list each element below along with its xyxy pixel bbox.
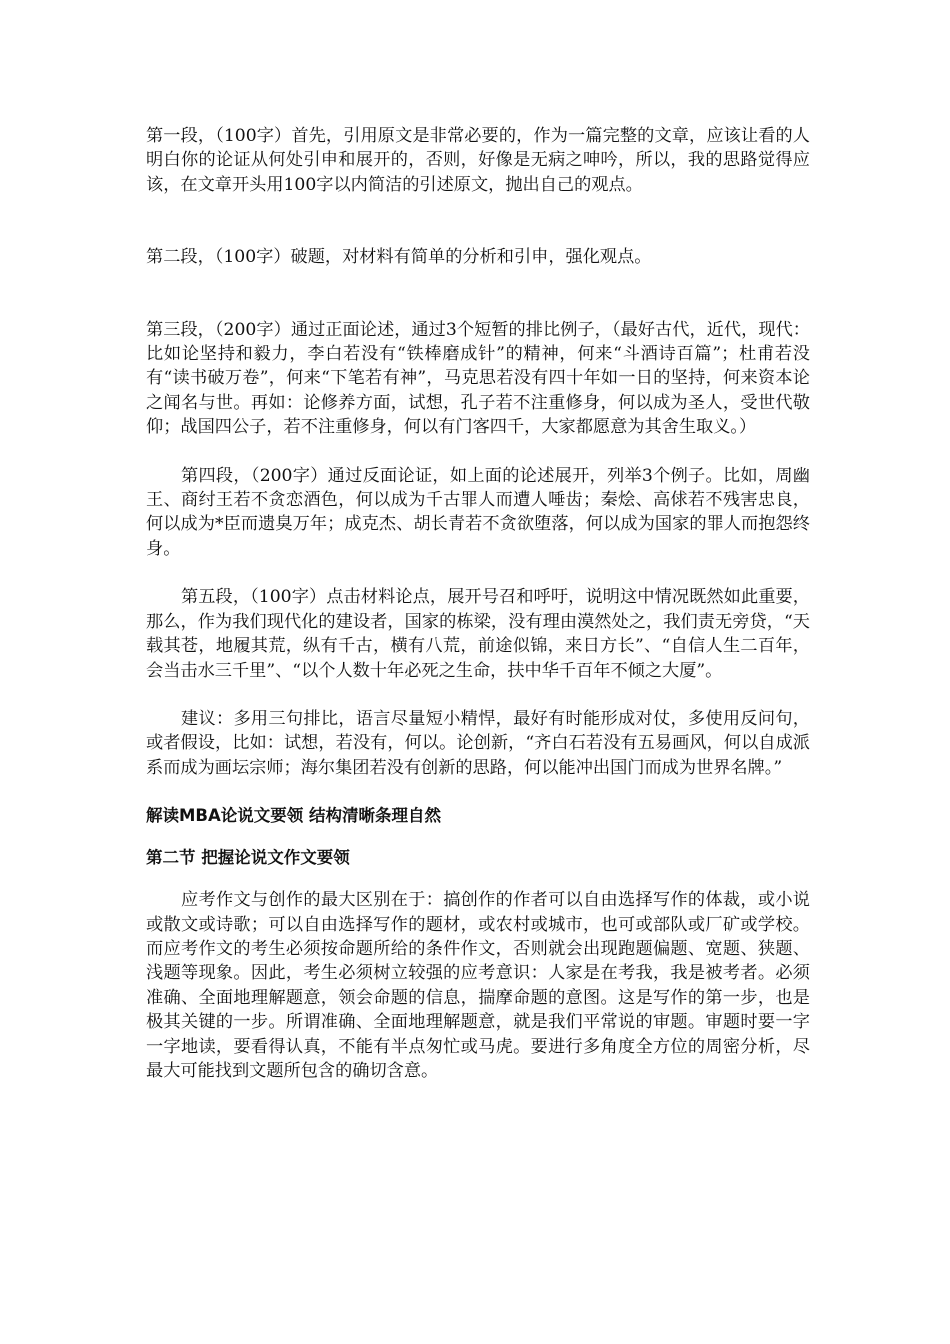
paragraph-final: 应考作文与创作的最大区别在于：搞创作的作者可以自由选择写作的体裁，或小说或散文或诗歌；可以自由选择写作的题材，或农村或城市，也可或部队或厂矿或学校。而应考作文的考生必须按命题所给的条件作文，否则就会出现跑题偏题、宽题、狭题、浅题等现象。因此，考生必须树立较强的应考意识：人家是在考我，我是被考者。必须准确、全面地理解题意，领会命题的信息，揣摩命题的意图。这是写作的第一步，也是极其关键的一步。所谓准确、全面地理解题意，就是我们平常说的审题。审题时要一字一字地读，要看得认真，不能有半点匆忙或马虎。要进行多角度全方位的周密分析，尽最大可能找到文题所包含的确切含意。	[146, 890, 810, 1081]
paragraph-3: 第三段，（200字）通过正面论述，通过3个短暂的排比例子，（最好古代，近代，现代：比如论坚持和毅力，李白若没有“铁棒磨成针”的精神，何来“斗酒诗百篇”；杜甫若没有“读书破万卷”，何来“下笔若有神”，马克思若没有四十年如一日的坚持，何来资本论之闻名与世。再如：论修养方面，试想，孔子若不注重修身，何以成为圣人，受世代敬仰；战国四公子，若不注重修身，何以有门客四千，大家都愿意为其舍生取义。）	[146, 319, 810, 438]
document-page	[146, 124, 810, 1083]
paragraph-5: 第五段，（100字）点击材料论点，展开号召和呼吁，说明这中情况既然如此重要，那么，作为我们现代化的建设者，国家的栋梁，没有理由漠然处之，我们责无旁贷，“天载其苍，地履其荒，纵有千古，横有八荒，前途似锦，来日方长”、“自信人生二百年，会当击水三千里”、“以个人数十年必死之生命，扶中华千百年不倾之大厦”。	[146, 587, 810, 681]
section-heading: 解读MBA论说文要领 结构清晰条理自然	[146, 806, 442, 826]
paragraph-6: 建议：多用三句排比，语言尽量短小精悍，最好有时能形成对仗，多使用反问句，或者假设，比如：试想，若没有，何以。论创新，“齐白石若没有五易画风，何以自成派系而成为画坛宗师；海尔集团若没有创新的思路，何以能冲出国门而成为世界名牌。”	[146, 708, 810, 778]
subsection-heading: 第二节 把握论说文作文要领	[146, 848, 350, 868]
paragraph-1: 第一段，（100字）首先，引用原文是非常必要的，作为一篇完整的文章，应该让看的人明白你的论证从何处引申和展开的，否则，好像是无病之呻吟，所以，我的思路觉得应该，在文章开头用100字以内简洁的引述原文，抛出自己的观点。	[146, 126, 810, 195]
paragraph-2: 第二段，（100字）破题，对材料有简单的分析和引申，强化观点。	[146, 247, 652, 268]
paragraph-4: 第四段，（200字）通过反面论证，如上面的论述展开，列举3个例子。比如，周幽王、商纣王若不贪恋酒色，何以成为千古罪人而遭人唾齿；秦烩、高俅若不残害忠良，何以成为*臣而遗臭万年；成克杰、胡长青若不贪欲堕落，何以成为国家的罪人而抱怨终身。	[146, 465, 810, 559]
